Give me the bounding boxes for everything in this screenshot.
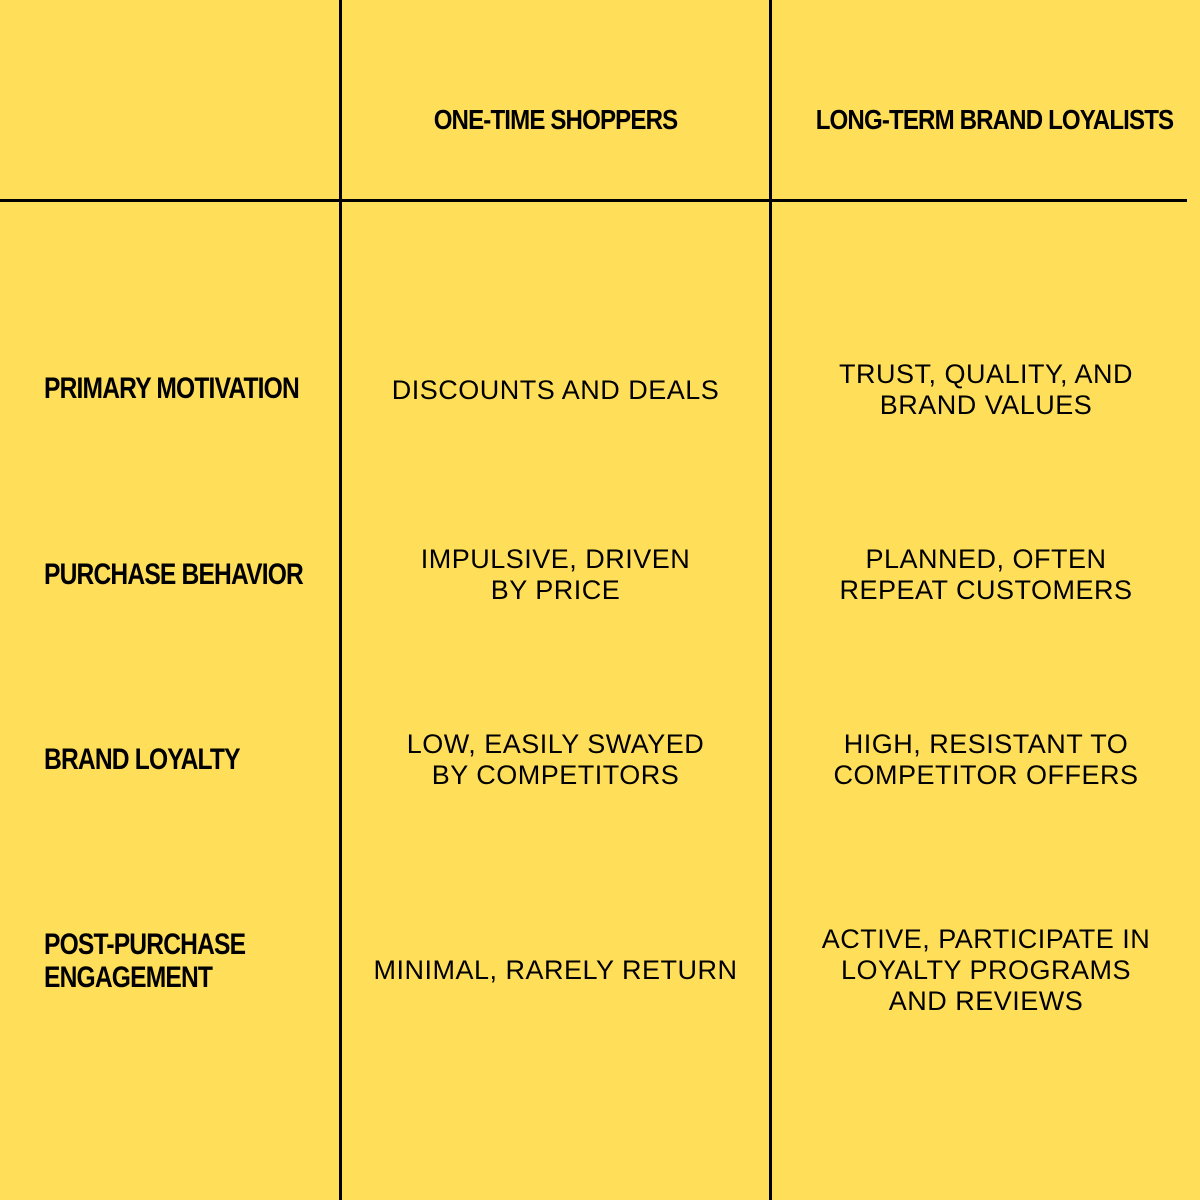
row-label-brand-loyalty: BRAND LOYALTY (44, 743, 240, 776)
cell-loyalists-loyalty: HIGH, RESISTANT TO COMPETITOR OFFERS (833, 729, 1139, 790)
cell-loyalists-motivation: TRUST, QUALITY, AND BRAND VALUES (838, 359, 1134, 420)
cell-loyalists-engagement: ACTIVE, PARTICIPATE IN LOYALTY PROGRAMS AND REVIEWS (821, 923, 1151, 1016)
cell-one-time-behavior: IMPULSIVE, DRIVEN BY PRICE (420, 544, 691, 605)
row-label-post-purchase-engagement: POST-PURCHASE ENGAGEMENT (44, 928, 246, 994)
cell-one-time-loyalty: LOW, EASILY SWAYED BY COMPETITORS (406, 729, 705, 790)
cell-loyalists-behavior: PLANNED, OFTEN REPEAT CUSTOMERS (839, 544, 1133, 605)
cell-one-time-motivation: DISCOUNTS AND DEALS (391, 374, 720, 405)
row-label-purchase-behavior: PURCHASE BEHAVIOR (44, 558, 303, 591)
header-divider (0, 199, 1187, 202)
column-header-brand-loyalists: LONG-TERM BRAND LOYALISTS (815, 104, 1174, 135)
column-header-one-time-shoppers: ONE-TIME SHOPPERS (433, 104, 678, 135)
cell-one-time-engagement: MINIMAL, RARELY RETURN (373, 954, 738, 985)
row-label-primary-motivation: PRIMARY MOTIVATION (44, 372, 299, 405)
